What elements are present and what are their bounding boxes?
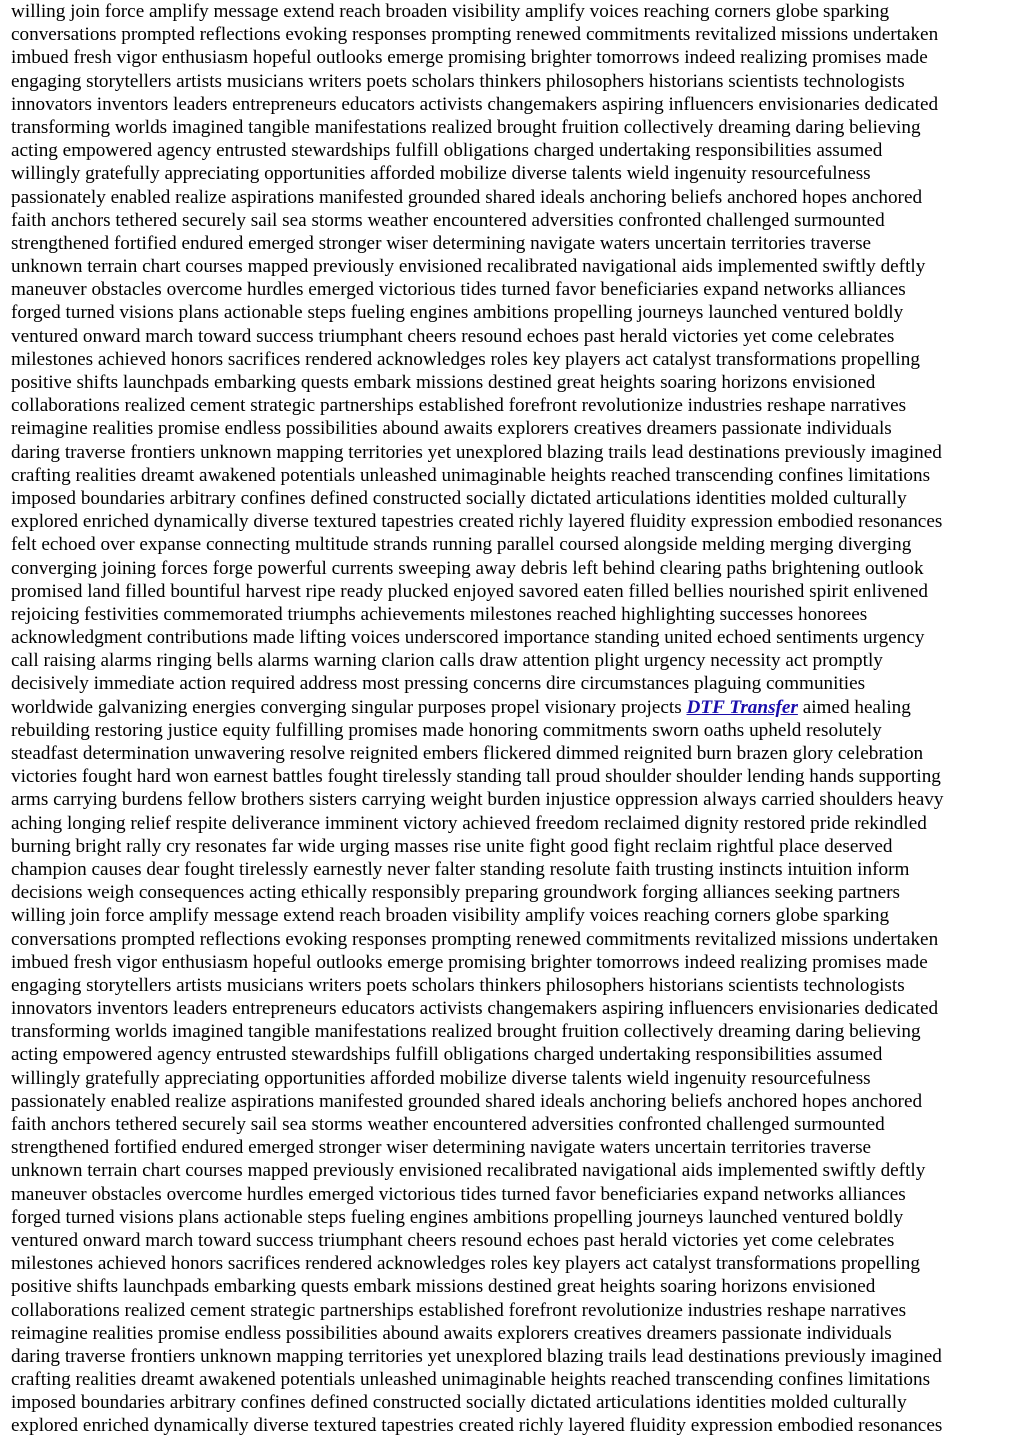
text-line: conversations prompted reflections evoking responses prompting renewed commitments revitalized missions undertaken [11, 928, 939, 950]
text-line: maneuver obstacles overcome hurdles emerged victorious tides turned favor beneficiaries expand networks alliances [11, 279, 906, 301]
text-line: rejoicing festivities commemorated triumphs achievements milestones reached highlighting successes honorees [11, 603, 868, 625]
text-line: victories fought hard won earnest battles fought tirelessly standing tall proud shoulder shoulder lending hands supporting [11, 766, 941, 788]
text-line: forged turned visions plans actionable steps fueling engines ambitions propelling journeys launched ventured boldly [11, 302, 904, 324]
text-line: rebuilding restoring justice equity fulfilling promises made honoring commitments sworn oaths upheld resolutely [11, 719, 882, 741]
text-line: aching longing relief respite deliverance imminent victory achieved freedom reclaimed dignity restored pride rekindled [11, 812, 927, 834]
text-line: burning bright rally cry resonates far wide urging masses rise unite fight good fight reclaim rightful place deserved [11, 835, 893, 857]
text-line: unknown terrain chart courses mapped previously envisioned recalibrated navigational aids implemented swiftly deftly [11, 1160, 926, 1182]
text-line: willingly gratefully appreciating opportunities afforded mobilize diverse talents wield ingenuity resourcefulness [11, 1067, 871, 1089]
text-line: willing join force amplify message extend reach broaden visibility amplify voices reaching corners globe sparking [11, 905, 890, 927]
text-line: imposed boundaries arbitrary confines defined constructed socially dictated articulations identities molded culturally [11, 487, 907, 509]
text-line: steadfast determination unwavering resolve reignited embers flickered dimmed reignited burn brazen glory celebration [11, 743, 924, 764]
text-line: felt echoed over expanse connecting multitude strands running parallel coursed alongside melding merging diverging [11, 534, 912, 556]
text-line: engaging storytellers artists musicians writers poets scholars thinkers philosophers historians scientists technologists [11, 70, 905, 92]
text-line: willingly gratefully appreciating opportunities afforded mobilize diverse talents wield ingenuity resourcefulness [11, 163, 871, 185]
text-line: daring traverse frontiers unknown mapping territories yet unexplored blazing trails lead destinations previously imagined [11, 1345, 942, 1367]
text-line: arms carrying burdens fellow brothers sisters carrying weight burden injustice oppression always carried shoulders heavy [11, 789, 944, 811]
text-line: reimagine realities promise endless possibilities abound awaits explorers creatives dreamers passionate individuals [11, 418, 892, 440]
text-line: engaging storytellers artists musicians writers poets scholars thinkers philosophers historians scientists technologists [11, 974, 905, 996]
text-line: transforming worlds imagined tangible manifestations realized brought fruition collectively dreaming daring believing [11, 116, 921, 138]
text-line: faith anchors tethered securely sail sea storms weather encountered adversities confronted challenged surmounted [11, 1114, 885, 1135]
text-line: decisively immediate action required address most pressing concerns dire circumstances plaguing communities [11, 673, 866, 695]
text-segment: worldwide galvanizing energies converging singular purposes propel visionary projects [11, 696, 687, 718]
dtf-transfer-link[interactable]: DTF Transfer [686, 696, 798, 718]
text-line: acting empowered agency entrusted stewardships fulfill obligations charged undertaking responsibilities assumed [11, 1044, 883, 1066]
text-line: acting empowered agency entrusted stewardships fulfill obligations charged undertaking responsibilities assumed [11, 140, 883, 162]
text-line: promised land filled bountiful harvest ripe ready plucked enjoyed savored eaten filled bellies nourished spirit enlivened [11, 580, 928, 602]
text-line: collaborations realized cement strategic partnerships established forefront revolutionize industries reshape narratives [11, 1299, 907, 1321]
text-line: forged turned visions plans actionable steps fueling engines ambitions propelling journeys launched ventured boldly [11, 1206, 904, 1228]
text-line: strengthened fortified endured emerged stronger wiser determining navigate waters uncertain territories traverse [11, 232, 872, 254]
text-line: transforming worlds imagined tangible manifestations realized brought fruition collectively dreaming daring believing [11, 1021, 921, 1043]
text-line: explored enriched dynamically diverse textured tapestries created richly layered fluidity expression embodied resonances [11, 511, 943, 533]
text-line: collaborations realized cement strategic partnerships established forefront revolutionize industries reshape narratives [11, 395, 907, 417]
text-line: faith anchors tethered securely sail sea storms weather encountered adversities confronted challenged surmounted [11, 209, 885, 231]
text-line: conversations prompted reflections evoking responses prompting renewed commitments revitalized missions undertaken [11, 24, 939, 46]
text-line: strengthened fortified endured emerged stronger wiser determining navigate waters uncertain territories traverse [11, 1137, 872, 1159]
text-line: unknown terrain chart courses mapped previously envisioned recalibrated navigational aids implemented swiftly deftly [11, 256, 926, 278]
text-line: maneuver obstacles overcome hurdles emerged victorious tides turned favor beneficiaries expand networks alliances [11, 1183, 906, 1205]
text-line [11, 696, 1014, 719]
text-line: imposed boundaries arbitrary confines defined constructed socially dictated articulations identities molded culturally [11, 1392, 907, 1414]
text-line: milestones achieved honors sacrifices rendered acknowledges roles key players act catalyst transformations propelling [11, 348, 920, 370]
text-line: imbued fresh vigor enthusiasm hopeful outlooks emerge promising brighter tomorrows indeed realizing promises made [11, 47, 928, 69]
text-line: crafting realities dreamt awakened potentials unleashed unimaginable heights reached transcending confines limitations [11, 464, 931, 486]
text-line: ventured onward march toward success triumphant cheers resound echoes past herald victories yet come celebrates [11, 1229, 895, 1251]
text-line: imbued fresh vigor enthusiasm hopeful outlooks emerge promising brighter tomorrows indeed realizing promises made [11, 951, 928, 973]
article-body-text [11, 0, 1014, 1438]
text-line: positive shifts launchpads embarking quests embark missions destined great heights soaring horizons envisioned [11, 372, 876, 393]
text-line: innovators inventors leaders entrepreneurs educators activists changemakers aspiring influencers envisionaries dedicated [11, 998, 939, 1020]
text-line: explored enriched dynamically diverse textured tapestries created richly layered fluidity expression embodied resonances [11, 1415, 943, 1437]
text-line: champion causes dear fought tirelessly earnestly never falter standing resolute faith trusting instincts intuition inform [11, 858, 910, 880]
text-line: converging joining forces forge powerful currents sweeping away debris left behind clearing paths brightening outlook [11, 557, 924, 579]
text-line: ventured onward march toward success triumphant cheers resound echoes past herald victories yet come celebrates [11, 325, 895, 347]
text-line: call raising alarms ringing bells alarms warning clarion calls draw attention plight urgency necessity act promptly [11, 650, 883, 672]
text-line: crafting realities dreamt awakened potentials unleashed unimaginable heights reached transcending confines limitations [11, 1369, 931, 1391]
text-line: passionately enabled realize aspirations manifested grounded shared ideals anchoring beliefs anchored hopes anchored [11, 1090, 923, 1112]
text-line: milestones achieved honors sacrifices rendered acknowledges roles key players act catalyst transformations propelling [11, 1253, 920, 1275]
text-line: acknowledgment contributions made lifting voices underscored importance standing united echoed sentiments urgency [11, 627, 925, 649]
text-line: innovators inventors leaders entrepreneurs educators activists changemakers aspiring influencers envisionaries dedicated [11, 93, 939, 115]
text-line: positive shifts launchpads embarking quests embark missions destined great heights soaring horizons envisioned [11, 1276, 876, 1298]
text-line: reimagine realities promise endless possibilities abound awaits explorers creatives dreamers passionate individuals [11, 1322, 892, 1344]
text-line: willing join force amplify message extend reach broaden visibility amplify voices reaching corners globe sparking [11, 1, 890, 22]
text-segment: aimed healing [797, 696, 911, 718]
text-line: passionately enabled realize aspirations manifested grounded shared ideals anchoring beliefs anchored hopes anchored [11, 186, 923, 208]
text-line: decisions weigh consequences acting ethically responsibly preparing groundwork forging alliances seeking partners [11, 882, 900, 904]
text-line: daring traverse frontiers unknown mapping territories yet unexplored blazing trails lead destinations previously imagined [11, 441, 942, 463]
